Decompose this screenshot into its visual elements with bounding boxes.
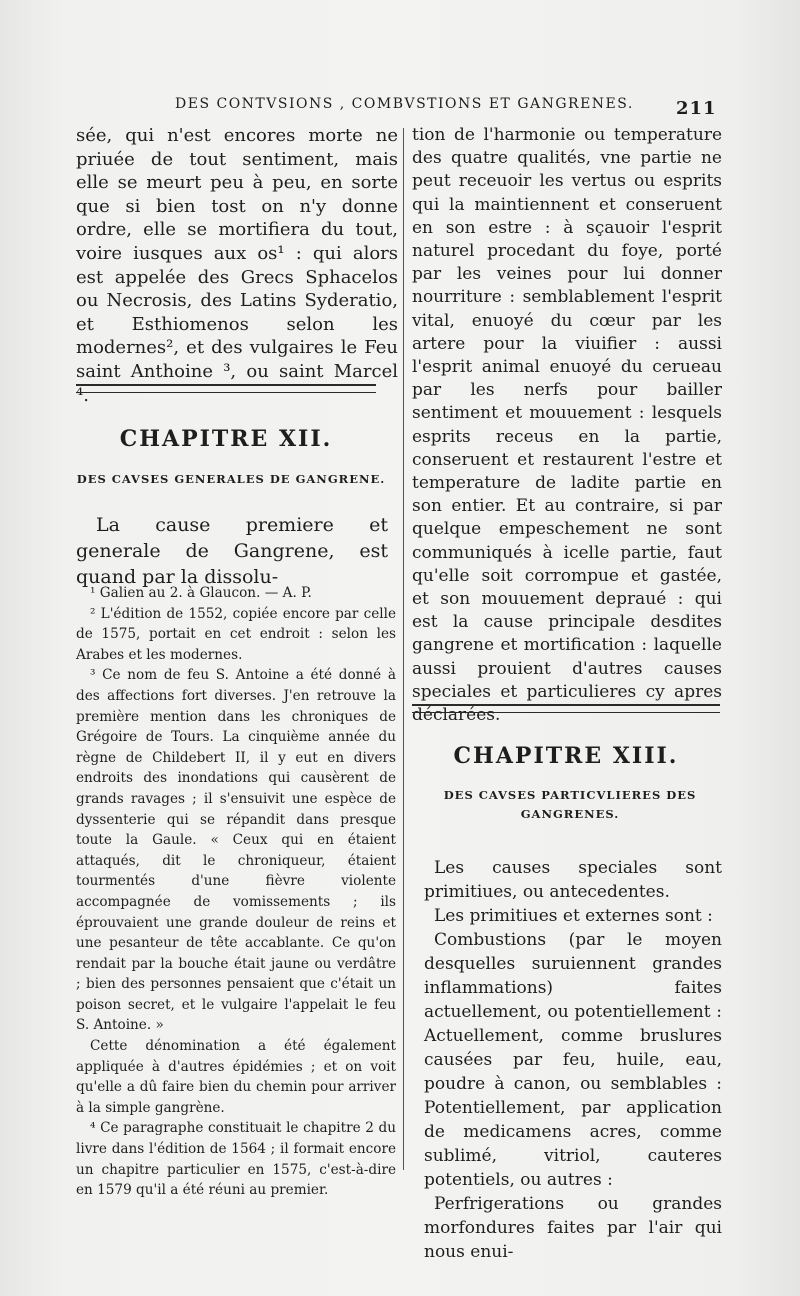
chapter-xiii-title: CHAPITRE XIII. — [453, 743, 679, 769]
paragraph-primitiues: Les primitiues et externes sont : — [434, 906, 713, 926]
footnote-4: ⁴ Ce paragraphe constituait le chapitre 2 du livre dans l'édition de 1564 ; il formait encore un chapitre particulier en 1575, c'est-à-dire en 1579 qu'il a été réuni au premier. — [76, 1120, 396, 1199]
left-column-text: sée, qui n'est encores morte ne priuée de tout sentiment, mais elle se meurt peu à peu, en sorte que si bien tost on n'y donne ordre, elle se mortifiera du tout, voire iusques aux os¹ : qui alors est appelée des Grecs Sphacelos ou Necrosis, des Latins Syderatio, et Esthiomenos selon les modernes², et des vulgaires le Feu saint Anthoine ³, ou saint Marcel ⁴. — [76, 125, 398, 406]
footnote-1: ¹ Galien au 2. à Glaucon. — A. P. — [90, 585, 312, 601]
column-divider — [403, 128, 404, 1170]
paragraph-combustions: Combustions (par le moyen desquelles suruiennent grandes inflammations) faites actuellement, ou potentiellement : Actuellement, comme bruslures causées par feu, huile, eau, poudre à canon, ou semblables : Potentiellement, par application de medicamens acres, comme sublimé, vitriol, cauteres potentiels, ou autres : — [424, 930, 722, 1190]
chapter-xii-title: CHAPITRE XII. — [119, 426, 333, 452]
right-column — [412, 124, 722, 727]
paragraph-perfrigerations: Perfrigerations ou grandes morfondures faites par l'air qui nous enui- — [424, 1194, 722, 1262]
footnote-3: ³ Ce nom de feu S. Antoine a été donné à des affections fort diverses. J'en retrouve la première mention dans les chroniques de Grégoire de Tours. La cinquième année du règne de Childebert II, il y eut en divers endroits des inondations qui causèrent de grands ravages ; il s'ensuivit une espèce de dyssenterie qui se répandit dans presque toute la Gaule. « Ceux qui en étaient attaqués, dit le chroniqueur, étaient tourmentés d'une fièvre violente accompagnée de vomissements ; ils éprouvaient une grande douleur de reins et une pesanteur de tête accablante. Ce qu'on rendait par la bouche était jaune ou verdâtre ; bien des personnes pensaient que c'était un poison secret, et le vulgaire l'appelait le feu S. Antoine. » — [76, 667, 396, 1034]
right-chapter-rule — [412, 704, 720, 713]
left-column — [76, 124, 398, 407]
chapter-xiii-body — [424, 856, 722, 1264]
chapter-xii-subtitle: DES CAVSES GENERALES DE GANGRENE. — [76, 472, 386, 486]
right-column-text: tion de l'harmonie ou temperature des quatre qualités, vne partie ne peut receuoir les vertus ou esprits qui la maintiennent et conseruent en son estre : à sçauoir l'esprit naturel procedant du foye, porté par les veines pour lui donner nourriture : semblablement l'esprit vital, enuoyé du cœur par les artere pour la viuifier : aussi l'esprit animal enuoyé du cerueau par les nerfs pour bailler sentiment et mouuement : lesquels esprits receus en la partie, conseruent et restaurent l'estre et temperature de ladite partie en son entier. Et au contraire, si par quelque empeschement ne sont communiqués à icelle partie, faut qu'elle soit corrompue et gastée, et son mouuement depraué : qui est la cause principale desdites gangrene et mortification : laquelle aussi prouient d'autres causes speciales et particulieres cy apres déclarées. — [412, 125, 722, 726]
page-number: 211 — [676, 98, 717, 119]
running-head: DES CONTVSIONS , COMBVSTIONS ET GANGRENES. — [175, 96, 634, 112]
chapter-xii-lead: La cause premiere et generale de Gangrene, est quand par la dissolu- — [76, 514, 388, 588]
left-chapter-rule — [76, 384, 376, 393]
chapter-xiii-subtitle: DES CAVSES PARTICVLIERES DES GANGRENES. — [443, 788, 697, 821]
paragraph-causes-speciales: Les causes speciales sont primitiues, ou antecedentes. — [424, 858, 722, 902]
footnote-2: ² L'édition de 1552, copiée encore par celle de 1575, portait en cet endroit : selon les Arabes et les modernes. — [76, 605, 396, 663]
footnote-3-continued: Cette dénomination a été également appliquée à d'autres épidémies ; et on voit qu'elle a dû faire bien du chemin pour arriver à la simple gangrène. — [76, 1038, 396, 1116]
footnotes — [76, 583, 396, 1201]
